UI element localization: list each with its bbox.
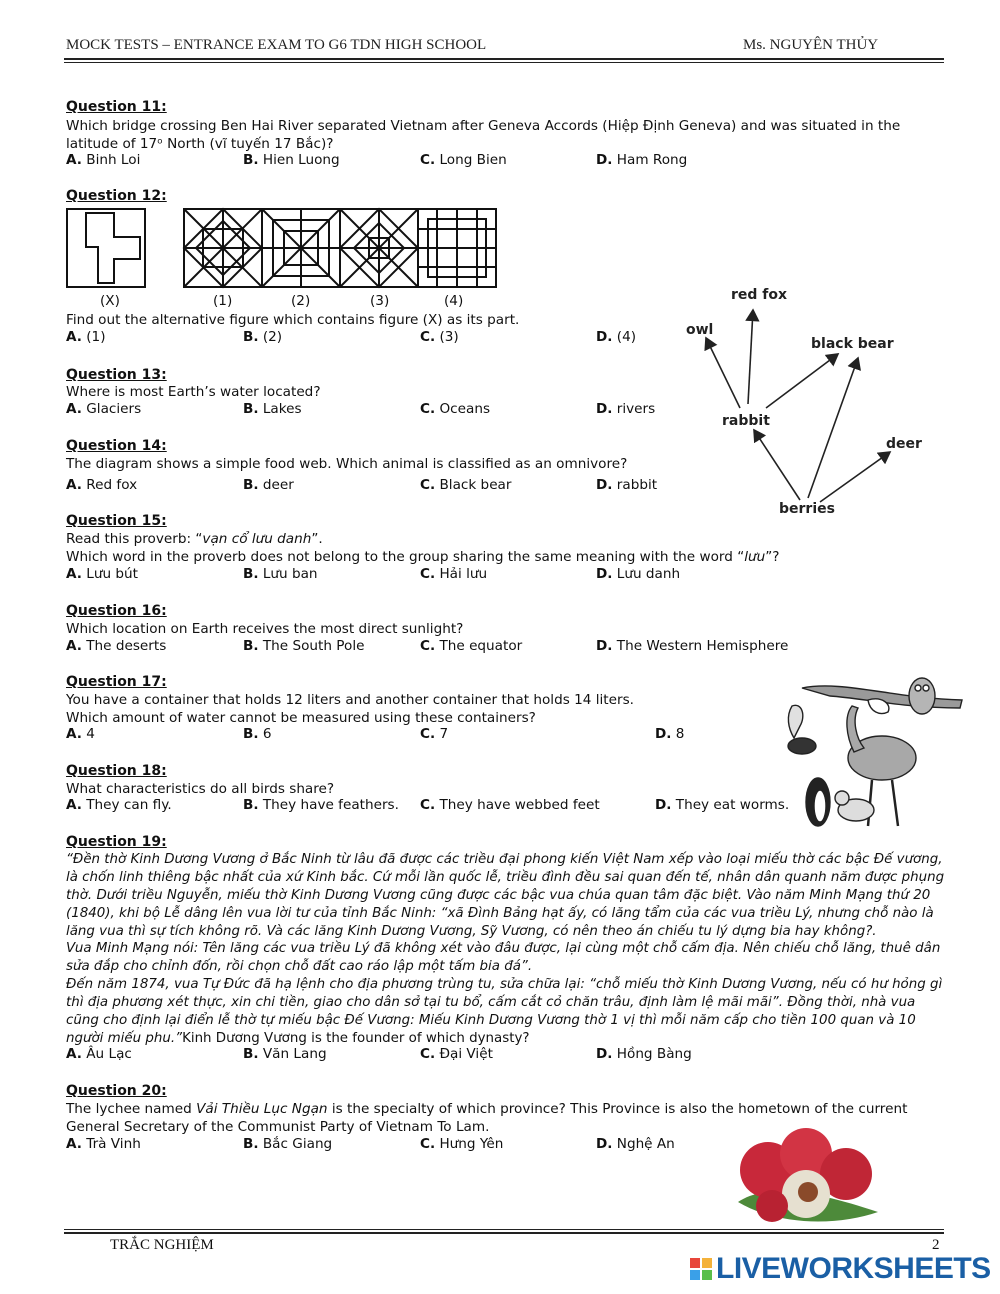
option-letter: D.	[596, 152, 613, 168]
option-letter: C.	[420, 797, 436, 813]
birds-illustration	[772, 676, 972, 832]
option-letter: C.	[420, 638, 436, 654]
proverb-suffix: ”.	[311, 531, 323, 547]
option-letter: D.	[655, 726, 672, 742]
q19-option-a[interactable]	[66, 1046, 132, 1062]
q18-option-c[interactable]	[420, 797, 600, 813]
question-13-text: Where is most Earth’s water located?	[66, 384, 321, 400]
question-17-line2: Which amount of water cannot be measured using these containers?	[66, 710, 536, 726]
q14-option-a[interactable]	[66, 477, 137, 493]
option-text: They eat worms.	[671, 797, 790, 813]
q13-option-a[interactable]	[66, 401, 141, 417]
question-19-text: Kinh Dương Vương is the founder of which dynasty?	[182, 1031, 530, 1046]
question-prefix: Which word in the proverb does not belong to the group sharing the same meaning with the word “	[66, 549, 745, 565]
q16-option-a[interactable]	[66, 638, 166, 654]
question-19-title: Question 19:	[66, 834, 167, 850]
option-letter: C.	[420, 726, 436, 742]
option-letter: C.	[420, 152, 436, 168]
option-letter: A.	[66, 1136, 82, 1152]
question-12-title: Question 12:	[66, 188, 167, 204]
option-letter: A.	[66, 797, 82, 813]
option-text: They have feathers.	[258, 797, 399, 813]
option-text: 6	[258, 726, 272, 742]
option-letter: B.	[243, 401, 259, 417]
question-11-title: Question 11:	[66, 99, 167, 115]
option-text: They can fly.	[81, 797, 172, 813]
q14-option-c[interactable]	[420, 477, 511, 493]
food-web-diagram	[680, 280, 940, 525]
arrow-berries-deer	[820, 452, 890, 502]
option-text: They have webbed feet	[435, 797, 600, 813]
question-19-passage: “Đền thờ Kinh Dương Vương ở Bắc Ninh từ lâu đã được các triều đại phong kiến Việt Nam xếp vào loại miếu thờ các bậc Đế vương, là chốn linh thiêng bậc nhất của xứ Kinh bắc. Cứ mỗi lần quốc lễ, triều đình đều sai quan đến tế, nhân dân quanh năm được phụng thờ. Dưới triều Nguyễn, miếu thờ Kinh Dương Vương cũng được các bậc vua chúa quan tâm đặc biệt. Vào năm Minh Mạng thứ 20 (1840), khi bộ Lễ dâng lên vua lời tư của tỉnh Bắc Ninh: “xã Đình Bảng hạt ấy, có lăng tẩm của các vua triều Lý, nhưng chỗ nào là lăng vua thì sự tích không rõ. Và các lăng Kinh Dương Vương, Sỹ Vương, có nên theo án chiếu tu lý dựng bia hay không?.	[66, 852, 945, 939]
q15-option-c[interactable]	[420, 566, 487, 582]
option-text: Hien Luong	[258, 152, 340, 168]
figure-label-2: (2)	[291, 293, 311, 309]
option-text: Hồng Bàng	[612, 1046, 692, 1062]
q11-option-c[interactable]	[420, 152, 507, 168]
footer-title: TRẮC NGHIỆM	[110, 1237, 214, 1253]
liveworksheets-brand: LIVEWORKSHEETS	[716, 1252, 991, 1285]
q13-option-b[interactable]	[243, 401, 302, 417]
option-text: Ham Rong	[612, 152, 688, 168]
q12-option-c[interactable]	[420, 329, 459, 345]
option-letter: C.	[420, 1136, 436, 1152]
question-19-passage-3	[66, 976, 946, 1048]
arrow-berries-blackbear	[808, 358, 858, 498]
arrow-rabbit-owl	[706, 338, 740, 408]
passage-text: Đến năm 1874, vua Tự Đức đã hạ lệnh cho địa phương trùng tu, sửa chữa lại: “chỗ miếu thờ Kinh Dương Vương, nếu có hư hỏng gì thì địa phương xét thực, xin chi tiền, giao cho dân sở tại tu bổ, cấm cắt cỏ chăn trâu, định làm lệ mãi mãi”. Đồng thời, nhà vua cũng cho định lại điển lễ thờ tự miếu bậc Đế Vương: Miếu Kinh Dương Vương thờ 1 vị thì mỗi năm cấp cho tiền 100 quan và 10 người miếu phu.”	[66, 977, 943, 1046]
q15-option-b[interactable]	[243, 566, 318, 582]
header-rule-thin	[64, 62, 944, 63]
option-text: Long Bien	[435, 152, 507, 168]
option-text: Hưng Yên	[435, 1136, 504, 1152]
question-13-title: Question 13:	[66, 367, 167, 383]
q19-option-c[interactable]	[420, 1046, 493, 1062]
q20-option-c[interactable]	[420, 1136, 503, 1152]
header-rule	[64, 58, 944, 60]
q16-option-b[interactable]	[243, 638, 364, 654]
option-letter: B.	[243, 726, 259, 742]
option-text: The South Pole	[258, 638, 365, 654]
option-text: The Western Hemisphere	[612, 638, 789, 654]
proverb-prefix: Read this proverb: “	[66, 531, 203, 547]
liveworksheets-logo[interactable]	[690, 1252, 991, 1286]
parrot-shape	[788, 705, 802, 738]
arrow-rabbit-redfox	[748, 310, 753, 404]
header-title: MOCK TESTS – ENTRANCE EXAM TO G6 TDN HIGH SCHOOL	[66, 37, 487, 53]
option-letter: A.	[66, 152, 82, 168]
figure-1	[184, 209, 262, 287]
option-text: (1)	[81, 329, 106, 345]
option-letter: C.	[420, 477, 436, 493]
option-letter: C.	[420, 566, 436, 582]
option-letter: D.	[596, 477, 613, 493]
option-text: rabbit	[612, 477, 658, 493]
option-text: Lưu danh	[612, 566, 681, 582]
figure-label-x: (X)	[100, 293, 120, 309]
footer-rule-thin	[64, 1229, 944, 1230]
q17-option-a[interactable]	[66, 726, 95, 742]
option-letter: C.	[420, 329, 436, 345]
option-letter: A.	[66, 726, 82, 742]
q12-option-d[interactable]	[596, 329, 636, 345]
figure-x	[67, 209, 145, 287]
header-author: Ms. NGUYÊN THỦY	[743, 37, 879, 53]
question-19-passage-2: Vua Minh Mạng nói: Tên lăng các vua triều Lý đã không xét vào đâu được, lại cùng một chỗ cấm địa. Nên chiếu chỗ lăng, thuê dân sửa đắp cho chỉnh đốn, rồi chọn chỗ đất cao ráo lập một tấm bia đá”.	[66, 941, 941, 974]
option-letter: B.	[243, 1136, 259, 1152]
option-letter: B.	[243, 1046, 259, 1062]
option-letter: D.	[596, 401, 613, 417]
q17-option-c[interactable]	[420, 726, 448, 742]
q16-option-d[interactable]	[596, 638, 788, 654]
q19-option-d[interactable]	[596, 1046, 692, 1062]
option-text: rivers	[612, 401, 656, 417]
question-17-line1: You have a container that holds 12 liters and another container that holds 14 liters.	[66, 692, 634, 708]
figure-3	[340, 209, 418, 287]
option-text: Oceans	[435, 401, 491, 417]
q15-option-d[interactable]	[596, 566, 680, 582]
q13-option-d[interactable]	[596, 401, 655, 417]
foodweb-deer: deer	[886, 436, 922, 452]
q11-option-a[interactable]	[66, 152, 140, 168]
option-letter: B.	[243, 152, 259, 168]
arrow-berries-rabbit	[754, 430, 800, 500]
option-text: Black bear	[435, 477, 512, 493]
option-letter: D.	[596, 638, 613, 654]
question-18-title: Question 18:	[66, 763, 167, 779]
option-text: (4)	[612, 329, 637, 345]
question-14-text: The diagram shows a simple food web. Which animal is classified as an omnivore?	[66, 456, 628, 472]
option-text: deer	[258, 477, 294, 493]
q17-option-b[interactable]	[243, 726, 272, 742]
option-text: (3)	[435, 329, 459, 345]
option-letter: A.	[66, 1046, 82, 1062]
option-text: (2)	[258, 329, 283, 345]
question-16-title: Question 16:	[66, 603, 167, 619]
option-text: 7	[435, 726, 449, 742]
option-letter: D.	[596, 1136, 613, 1152]
option-text: Bắc Giang	[258, 1136, 333, 1152]
option-text: Văn Lang	[258, 1046, 327, 1062]
option-letter: D.	[596, 1046, 613, 1062]
owl-shape	[909, 678, 935, 714]
question-suffix: is the specialty of which province? This Province is also the hometown of the current General Secretary of the Communist Party of Vietnam To Lam.	[66, 1101, 908, 1135]
option-text: Red fox	[81, 477, 138, 493]
q18-option-b[interactable]	[243, 797, 399, 813]
question-12-text: Find out the alternative figure which contains figure (X) as its part.	[66, 312, 520, 328]
option-letter: C.	[420, 401, 436, 417]
q18-option-d[interactable]	[655, 797, 789, 813]
option-text: Lưu ban	[258, 566, 318, 582]
option-text: Lakes	[258, 401, 302, 417]
figure-4	[418, 209, 496, 287]
figure-label-4: (4)	[444, 293, 464, 309]
question-15-text	[66, 548, 780, 566]
option-letter: B.	[243, 477, 259, 493]
question-15-proverb	[66, 530, 323, 548]
proverb-text: vạn cổ lưu danh	[202, 531, 312, 547]
option-letter: B.	[243, 638, 259, 654]
option-letter: B.	[243, 566, 259, 582]
question-16-text: Which location on Earth receives the most direct sunlight?	[66, 621, 464, 637]
option-letter: D.	[655, 797, 672, 813]
option-letter: A.	[66, 401, 82, 417]
option-text: The deserts	[81, 638, 167, 654]
option-text: Đại Việt	[435, 1046, 493, 1062]
option-text: Glaciers	[81, 401, 142, 417]
q18-option-a[interactable]	[66, 797, 172, 813]
figure-shapes	[66, 207, 506, 289]
q12-option-b[interactable]	[243, 329, 282, 345]
foodweb-berries: berries	[779, 501, 835, 517]
option-letter: B.	[243, 329, 259, 345]
option-text: The equator	[435, 638, 523, 654]
q20-option-b[interactable]	[243, 1136, 332, 1152]
figure-2	[262, 209, 340, 287]
q14-option-b[interactable]	[243, 477, 294, 493]
question-17-title: Question 17:	[66, 674, 167, 690]
option-text: Âu Lạc	[81, 1046, 132, 1062]
q13-option-c[interactable]	[420, 401, 490, 417]
question-18-text: What characteristics do all birds share?	[66, 781, 335, 797]
option-text: Nghệ An	[612, 1136, 675, 1152]
question-14-title: Question 14:	[66, 438, 167, 454]
question-prefix: The lychee named	[66, 1101, 197, 1117]
page-number: 2	[932, 1237, 940, 1253]
option-letter: D.	[596, 566, 613, 582]
option-letter: A.	[66, 477, 82, 493]
option-letter: D.	[596, 329, 613, 345]
option-text: Lưu bút	[81, 566, 138, 582]
black-bird-shape	[788, 738, 816, 754]
option-text: 8	[671, 726, 685, 742]
q19-option-b[interactable]	[243, 1046, 327, 1062]
q17-option-d[interactable]	[655, 726, 684, 742]
foodweb-red-fox: red fox	[731, 287, 788, 303]
option-letter: A.	[66, 566, 82, 582]
q16-option-c[interactable]	[420, 638, 522, 654]
option-letter: A.	[66, 329, 82, 345]
option-text: Trà Vinh	[81, 1136, 141, 1152]
q14-option-d[interactable]	[596, 477, 657, 493]
q11-option-d[interactable]	[596, 152, 687, 168]
arrow-rabbit-blackbear	[766, 354, 838, 408]
lychee-image	[728, 1122, 888, 1228]
liveworksheets-icon	[690, 1258, 712, 1280]
foodweb-owl: owl	[686, 322, 714, 338]
figure-label-1: (1)	[213, 293, 233, 309]
question-suffix: ”?	[765, 549, 780, 565]
q20-option-a[interactable]	[66, 1136, 141, 1152]
q12-option-a[interactable]	[66, 329, 106, 345]
question-20-title: Question 20:	[66, 1083, 167, 1099]
option-text: Hải lưu	[435, 566, 488, 582]
lychee-name: Vải Thiều Lục Ngạn	[196, 1101, 328, 1117]
foodweb-rabbit: rabbit	[722, 413, 770, 429]
question-15-title: Question 15:	[66, 513, 167, 529]
option-letter: C.	[420, 1046, 436, 1062]
option-text: 4	[81, 726, 95, 742]
footer-rule	[64, 1232, 944, 1234]
option-letter: B.	[243, 797, 259, 813]
foodweb-black-bear: black bear	[811, 336, 894, 352]
option-text: Binh Loi	[81, 152, 141, 168]
q20-option-d[interactable]	[596, 1136, 675, 1152]
question-11-text: Which bridge crossing Ben Hai River separated Vietnam after Geneva Accords (Hiệp Định Geneva) and was situated in the latitude of 17ᵒ North (vĩ tuyến 17 Bắc)?	[66, 118, 901, 152]
q15-option-a[interactable]	[66, 566, 138, 582]
keyword: lưu	[744, 549, 766, 565]
q11-option-b[interactable]	[243, 152, 340, 168]
option-letter: A.	[66, 638, 82, 654]
figure-label-3: (3)	[370, 293, 390, 309]
